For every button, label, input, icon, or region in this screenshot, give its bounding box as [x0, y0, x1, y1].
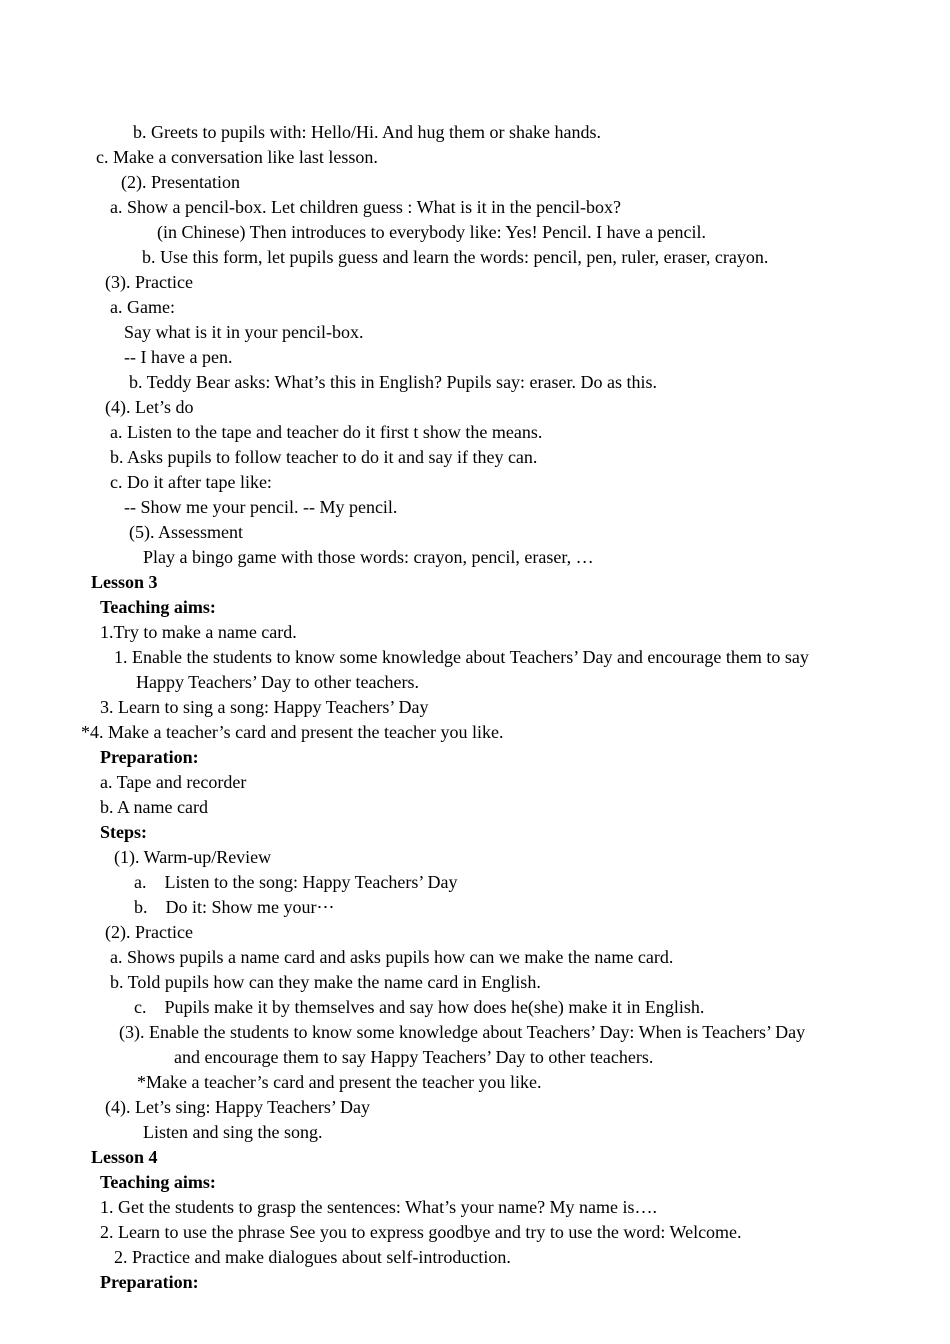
- text-line: (1). Warm-up/Review: [114, 847, 272, 867]
- section-heading: Steps:: [100, 822, 148, 842]
- text-line: Play a bingo game with those words: crayon, pencil, eraser, …: [143, 547, 594, 567]
- lesson-heading: Lesson 4: [91, 1147, 158, 1167]
- text-line: -- Show me your pencil. -- My pencil.: [124, 497, 398, 517]
- text-line: (3). Practice: [105, 272, 193, 292]
- text-line: 3. Learn to sing a song: Happy Teachers’ Day: [100, 697, 429, 717]
- text-line: a. Listen to the tape and teacher do it first t show the means.: [110, 422, 543, 442]
- text-line: (in Chinese) Then introduces to everybody like: Yes! Pencil. I have a pencil.: [157, 222, 707, 242]
- text-line: (4). Let’s do: [105, 397, 194, 417]
- text-line: (2). Presentation: [121, 172, 240, 192]
- lesson-heading: Lesson 3: [91, 572, 158, 592]
- text-line: Listen and sing the song.: [143, 1122, 323, 1142]
- text-line: *Make a teacher’s card and present the teacher you like.: [137, 1072, 542, 1092]
- text-line: b. A name card: [100, 797, 208, 817]
- text-line: *4. Make a teacher’s card and present the teacher you like.: [81, 722, 504, 742]
- text-line: 1. Enable the students to know some knowledge about Teachers’ Day and encourage them to say: [114, 647, 809, 667]
- text-line: a. Listen to the song: Happy Teachers’ Day: [134, 872, 458, 892]
- section-heading: Teaching aims:: [100, 597, 216, 617]
- section-heading: Teaching aims:: [100, 1172, 216, 1192]
- section-heading: Preparation:: [100, 747, 199, 767]
- text-line: (4). Let’s sing: Happy Teachers’ Day: [105, 1097, 370, 1117]
- text-line: a. Tape and recorder: [100, 772, 247, 792]
- text-line: c. Make a conversation like last lesson.: [96, 147, 378, 167]
- text-line: c. Pupils make it by themselves and say how does he(she) make it in English.: [134, 997, 705, 1017]
- text-line: and encourage them to say Happy Teachers’ Day to other teachers.: [174, 1047, 654, 1067]
- text-line: a. Game:: [110, 297, 175, 317]
- text-line: Happy Teachers’ Day to other teachers.: [136, 672, 419, 692]
- text-line: b. Use this form, let pupils guess and learn the words: pencil, pen, ruler, eraser, crayon.: [142, 247, 769, 267]
- text-line: 2. Learn to use the phrase See you to express goodbye and try to use the word: Welcome.: [100, 1222, 742, 1242]
- text-line: (2). Practice: [105, 922, 193, 942]
- text-line: (5). Assessment: [129, 522, 243, 542]
- text-line: b. Greets to pupils with: Hello/Hi. And hug them or shake hands.: [133, 122, 601, 142]
- section-heading: Preparation:: [100, 1272, 199, 1292]
- text-line: 1. Get the students to grasp the sentences: What’s your name? My name is….: [100, 1197, 658, 1217]
- text-line: b. Asks pupils to follow teacher to do it and say if they can.: [110, 447, 538, 467]
- text-line: (3). Enable the students to know some knowledge about Teachers’ Day: When is Teachers’ Day: [119, 1022, 806, 1042]
- text-line: c. Do it after tape like:: [110, 472, 272, 492]
- text-line: 2. Practice and make dialogues about self-introduction.: [114, 1247, 511, 1267]
- text-line: b. Teddy Bear asks: What’s this in English? Pupils say: eraser. Do as this.: [129, 372, 658, 392]
- text-line: a. Show a pencil-box. Let children guess : What is it in the pencil-box?: [110, 197, 622, 217]
- text-line: b. Do it: Show me your⋯: [134, 897, 335, 917]
- text-line: -- I have a pen.: [124, 347, 233, 367]
- text-line: Say what is it in your pencil-box.: [124, 322, 364, 342]
- text-line: a. Shows pupils a name card and asks pupils how can we make the name card.: [110, 947, 674, 967]
- text-line: 1.Try to make a name card.: [100, 622, 297, 642]
- text-line: b. Told pupils how can they make the name card in English.: [110, 972, 541, 992]
